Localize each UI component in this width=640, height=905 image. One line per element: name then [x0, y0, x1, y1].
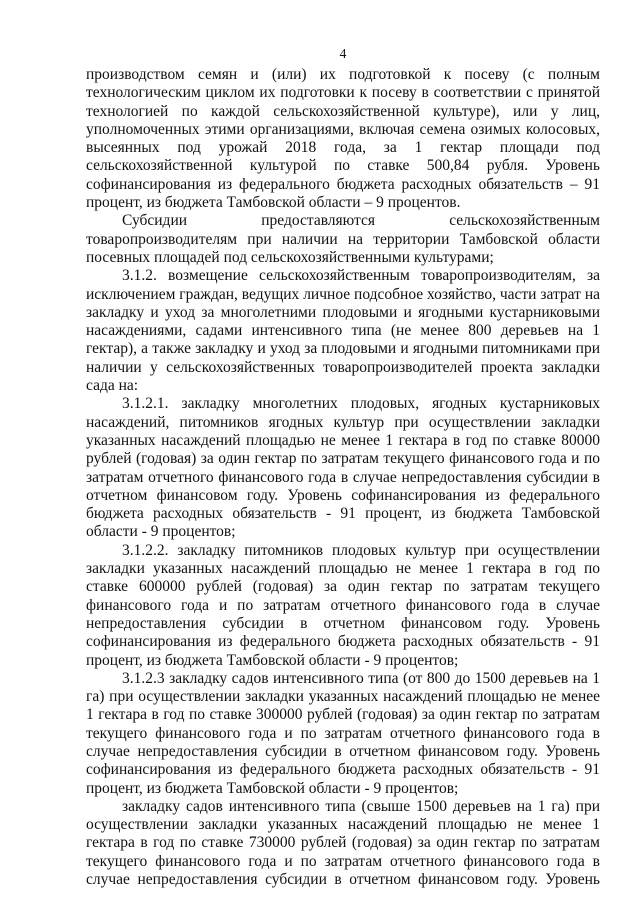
- paragraph-3-1-2: 3.1.2. возмещение сельскохозяйственным товаропроизводителям, за исключением граждан, ведущих личное подсобное хозяйство, части затрат на закладку и уход за многолетними плодовыми и ягодными кустарниковыми насаждениями, садами интенсивного типа (не менее 800 деревьев на 1 гектар), а также закладку и уход за плодовыми и ягодными питомниками при наличии у сельскохозяйственных товаропроизводителей проекта закладки сада на:: [86, 267, 600, 395]
- paragraph-intensive-gardens-over-1500: закладку садов интенсивного типа (свыше 1500 деревьев на 1 га) при осуществлении закладки указанных насаждений площадью не менее 1 гектара в год по ставке 730000 рублей (годовая) за один гектар по затратам текущего финансового года и по затратам отчетного финансового года в случае непредоставления субсидии в отчетном финансовом году. Уровень: [86, 797, 600, 889]
- paragraph-3-1-2-1: 3.1.2.1. закладку многолетних плодовых, ягодных кустарниковых насаждений, питомников ягодных культур при осуществлении закладки указанных насаждений площадью не менее 1 гектара в год по ставке 80000 рублей (годовая) за один гектар по затратам текущего финансового года и по затратам отчетного финансового года в случае непредоставления субсидии в отчетном финансовом году. Уровень софинансирования из федерального бюджета расходных обязательств - 91 процент, из бюджета Тамбовской области - 9 процентов;: [86, 395, 600, 541]
- paragraph-seed-subsidy-continued: производством семян и (или) их подготовкой к посеву (с полным технологическим циклом их подготовки к посеву в соответствии с принятой технологией по каждой сельскохозяйственной культуре), или у лиц, уполномоченных этими организациями, включая семена озимых колосовых, высеянных под урожай 2018 года, за 1 гектар площади под сельскохозяйственной культурой по ставке 500,84 рубля. Уровень софинансирования из федерального бюджета расходных обязательств – 91 процент, из бюджета Тамбовской области – 9 процентов.: [86, 66, 600, 212]
- page-number: 4: [339, 46, 347, 61]
- paragraph-subsidy-conditions: Субсидии предоставляются сельскохозяйственным товаропроизводителям при наличии на территории Тамбовской области посевных площадей под сельскохозяйственными культурами;: [86, 212, 600, 266]
- paragraph-3-1-2-2: 3.1.2.2. закладку питомников плодовых культур при осуществлении закладки указанных насаждений площадью не менее 1 гектара в год по ставке 600000 рублей (годовая) за один гектар по затратам текущего финансового года и по затратам отчетного финансового года в случае непредоставления субсидии в отчетном финансовом году. Уровень софинансирования из федерального бюджета расходных обязательств - 91 процент, из бюджета Тамбовской области - 9 процентов;: [86, 541, 600, 669]
- paragraph-3-1-2-3: 3.1.2.3 закладку садов интенсивного типа (от 800 до 1500 деревьев на 1 га) при осуществлении закладки указанных насаждений площадью не менее 1 гектара в год по ставке 300000 рублей (годовая) за один гектар по затратам текущего финансового года и по затратам отчетного финансового года в случае непредоставления субсидии в отчетном финансовом году. Уровень софинансирования из федерального бюджета расходных обязательств - 91 процент, из бюджета Тамбовской области - 9 процентов;: [86, 669, 600, 797]
